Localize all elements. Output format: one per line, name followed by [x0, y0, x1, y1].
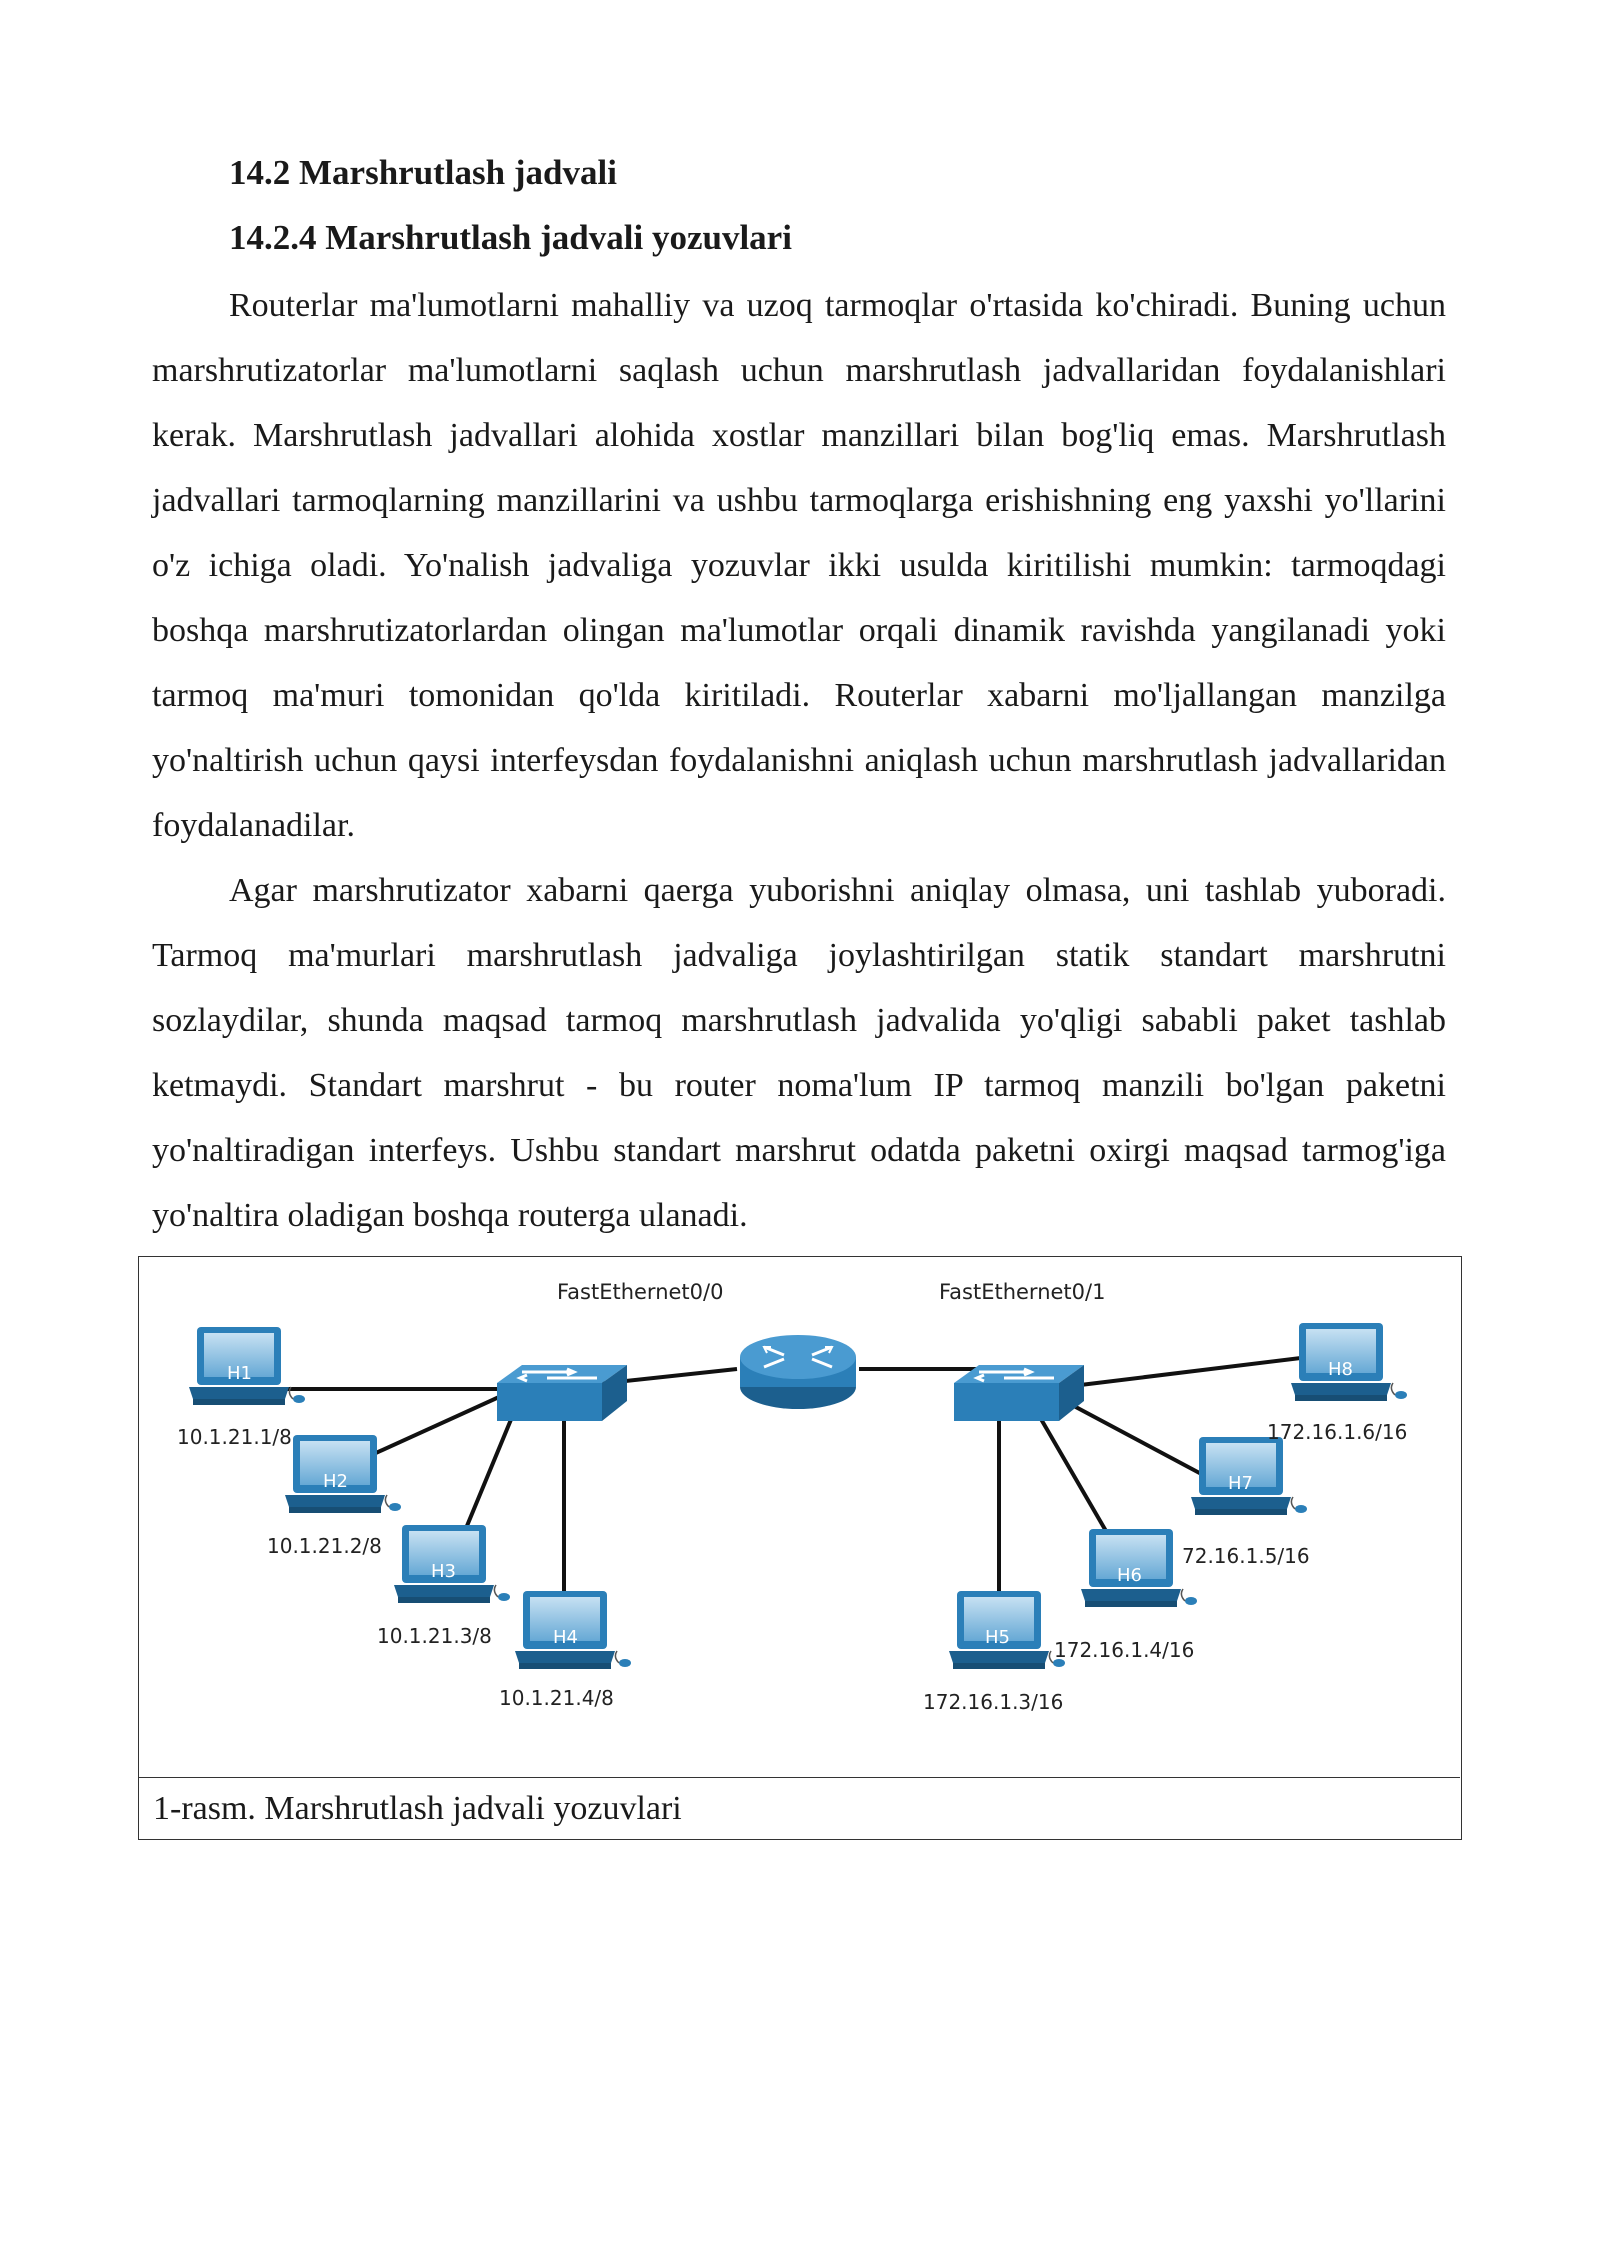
svg-text:H5: H5	[985, 1627, 1010, 1648]
svg-text:H4: H4	[553, 1627, 578, 1648]
svg-text:H3: H3	[431, 1561, 456, 1582]
link-h7-switch	[1057, 1397, 1207, 1477]
svg-text:H1: H1	[227, 1363, 252, 1384]
link-h2-switch	[367, 1397, 499, 1457]
switch-right-icon	[954, 1365, 1084, 1421]
host-h1-icon	[189, 1327, 305, 1405]
host-h6-ip: 172.16.1.4/16	[1054, 1638, 1195, 1662]
host-h2-icon	[285, 1435, 401, 1513]
section-title: 14.2 Marshrutlash jadvali	[229, 153, 617, 192]
svg-text:H6: H6	[1117, 1565, 1142, 1586]
router-icon	[740, 1335, 856, 1409]
paragraph-2: Agar marshrutizator xabarni qaerga yuborishni aniqlay olmasa, uni tashlab yuboradi. Tarmoq ma'murlari marshrutlash jadvaliga joylashtirilgan statik standart marshrutni sozlaydilar, shunda maqsad tarmoq marshrutlash jadvalida yo'qligi sababli paket tashlab ketmaydi. Standart marshrut - bu router noma'lum IP tarmoq manzili bo'lgan paketni yo'naltiradigan interfeys. Ushbu standart marshrut odatda paketni oxirgi maqsad tarmog'iga yo'naltira oladigan boshqa routerga ulanadi.	[152, 872, 1446, 1234]
host-h3-icon	[394, 1525, 510, 1603]
svg-text:H2: H2	[323, 1471, 348, 1492]
host-h5-icon	[949, 1591, 1065, 1669]
host-h4-ip: 10.1.21.4/8	[499, 1686, 614, 1710]
svg-text:H7: H7	[1228, 1473, 1253, 1494]
host-h5-ip: 172.16.1.3/16	[923, 1690, 1064, 1714]
host-h8-icon	[1291, 1323, 1407, 1401]
host-h2-ip: 10.1.21.2/8	[267, 1534, 382, 1558]
host-h4-icon	[515, 1591, 631, 1669]
figure-caption: 1-rasm. Marshrutlash jadvali yozuvlari	[153, 1790, 682, 1827]
host-h6-icon	[1081, 1529, 1197, 1607]
paragraph-1: Routerlar ma'lumotlarni mahalliy va uzoq tarmoqlar o'rtasida ko'chiradi. Buning uchun marshrutizatorlar ma'lumotlarni saqlash uchun marshrutlash jadvallaridan foydalanishlari kerak. Marshrutlash jadvallari alohida xostlar manzillari bilan bog'liq emas. Marshrutlash jadvallari tarmoqlarning manzillarini va ushbu tarmoqlarga erishishning eng yaxshi yo'llarini o'z ichiga oladi. Yo'nalish jadvaliga yozuvlar ikki usulda kiritilishi mumkin: tarmoqdagi boshqa marshrutizatorlardan olingan ma'lumotlar orqali dinamik ravishda yangilanadi yoki tarmoq ma'muri tomonidan qo'lda kiritiladi. Routerlar xabarni mo'ljallangan manzilga yo'naltirish uchun qaysi interfeysdan foydalanishni aniqlash uchun marshrutlash jadvallaridan foydalanadilar.	[152, 287, 1446, 844]
link-h8-switch	[1064, 1357, 1309, 1387]
section-subtitle: 14.2.4 Marshrutlash jadvali yozuvlari	[229, 218, 792, 257]
host-h8-ip: 172.16.1.6/16	[1267, 1420, 1408, 1444]
svg-text:H8: H8	[1328, 1359, 1353, 1380]
host-h1-ip: 10.1.21.1/8	[177, 1425, 292, 1449]
network-topology	[139, 1257, 1460, 1777]
interface-label-right: FastEthernet0/1	[939, 1280, 1106, 1304]
link-h6-switch	[1034, 1407, 1117, 1550]
interface-label-left: FastEthernet0/0	[557, 1280, 724, 1304]
host-h7-ip: 72.16.1.5/16	[1182, 1544, 1310, 1568]
figure-frame	[138, 1256, 1462, 1840]
host-h7-icon	[1191, 1437, 1307, 1515]
host-h3-ip: 10.1.21.3/8	[377, 1624, 492, 1648]
switch-left-icon	[497, 1365, 627, 1421]
network-diagram	[139, 1257, 1460, 1778]
